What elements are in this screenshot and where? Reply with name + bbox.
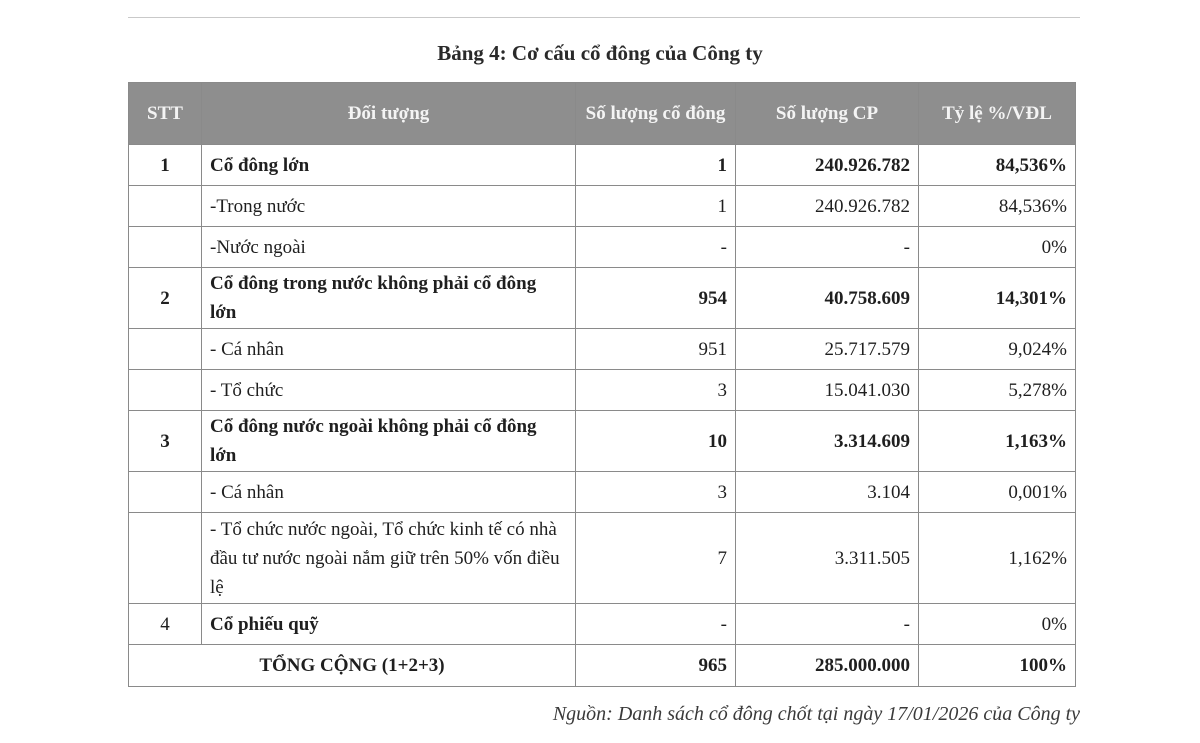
table-row bbox=[129, 411, 1076, 472]
total-shares: 285.000.000 bbox=[736, 645, 919, 687]
cell-holders: 1 bbox=[576, 186, 736, 227]
cell-subject: Cổ đông nước ngoài không phải cổ đông lớn bbox=[202, 411, 576, 472]
cell-shares: - bbox=[736, 604, 919, 645]
cell-stt: 3 bbox=[129, 411, 202, 472]
cell-ratio: 0% bbox=[919, 227, 1076, 268]
cell-shares: 3.314.609 bbox=[736, 411, 919, 472]
cell-stt bbox=[129, 227, 202, 268]
cell-ratio: 84,536% bbox=[919, 186, 1076, 227]
cell-stt bbox=[129, 472, 202, 513]
table-body bbox=[129, 145, 1076, 687]
table-row bbox=[129, 186, 1076, 227]
header-row bbox=[129, 83, 1076, 145]
cell-stt bbox=[129, 513, 202, 604]
total-label: TỔNG CỘNG (1+2+3) bbox=[129, 645, 576, 687]
header-holder-count: Số lượng cổ đông bbox=[576, 83, 736, 145]
cell-shares: - bbox=[736, 227, 919, 268]
header-subject: Đối tượng bbox=[202, 83, 576, 145]
cell-stt bbox=[129, 370, 202, 411]
cell-subject: - Tổ chức nước ngoài, Tổ chức kinh tế có nhà đầu tư nước ngoài nắm giữ trên 50% vốn điều lệ bbox=[202, 513, 576, 604]
table-row bbox=[129, 329, 1076, 370]
shareholder-structure-table bbox=[128, 82, 1076, 687]
table-title: Bảng 4: Cơ cấu cổ đông của Công ty bbox=[437, 41, 763, 65]
table-row bbox=[129, 472, 1076, 513]
cell-holders: 7 bbox=[576, 513, 736, 604]
cell-subject: Cổ đông lớn bbox=[202, 145, 576, 186]
cell-holders: 10 bbox=[576, 411, 736, 472]
cell-ratio: 5,278% bbox=[919, 370, 1076, 411]
cell-ratio: 0% bbox=[919, 604, 1076, 645]
cell-shares: 240.926.782 bbox=[736, 186, 919, 227]
cell-stt: 1 bbox=[129, 145, 202, 186]
cell-subject: - Cá nhân bbox=[202, 472, 576, 513]
cell-holders: - bbox=[576, 227, 736, 268]
table-row bbox=[129, 370, 1076, 411]
header-stt: STT bbox=[129, 83, 202, 145]
cell-holders: 1 bbox=[576, 145, 736, 186]
cell-ratio: 9,024% bbox=[919, 329, 1076, 370]
table-row bbox=[129, 268, 1076, 329]
cell-holders: 951 bbox=[576, 329, 736, 370]
cell-ratio: 1,162% bbox=[919, 513, 1076, 604]
cell-stt: 2 bbox=[129, 268, 202, 329]
cell-holders: 3 bbox=[576, 370, 736, 411]
cell-subject: Cổ phiếu quỹ bbox=[202, 604, 576, 645]
top-divider bbox=[128, 17, 1080, 18]
cell-holders: - bbox=[576, 604, 736, 645]
total-holders: 965 bbox=[576, 645, 736, 687]
table-row bbox=[129, 145, 1076, 186]
cell-subject: -Nước ngoài bbox=[202, 227, 576, 268]
cell-ratio: 0,001% bbox=[919, 472, 1076, 513]
cell-stt bbox=[129, 329, 202, 370]
cell-shares: 40.758.609 bbox=[736, 268, 919, 329]
header-shares: Số lượng CP bbox=[736, 83, 919, 145]
total-ratio: 100% bbox=[919, 645, 1076, 687]
table-row bbox=[129, 227, 1076, 268]
cell-stt: 4 bbox=[129, 604, 202, 645]
cell-subject: - Tổ chức bbox=[202, 370, 576, 411]
cell-subject: Cổ đông trong nước không phải cổ đông lớn bbox=[202, 268, 576, 329]
cell-ratio: 1,163% bbox=[919, 411, 1076, 472]
cell-stt bbox=[129, 186, 202, 227]
cell-shares: 25.717.579 bbox=[736, 329, 919, 370]
table-header bbox=[129, 83, 1076, 145]
cell-subject: -Trong nước bbox=[202, 186, 576, 227]
table-row bbox=[129, 604, 1076, 645]
cell-holders: 954 bbox=[576, 268, 736, 329]
cell-ratio: 14,301% bbox=[919, 268, 1076, 329]
cell-ratio: 84,536% bbox=[919, 145, 1076, 186]
table-row bbox=[129, 513, 1076, 604]
header-ratio: Tỷ lệ %/VĐL bbox=[919, 83, 1076, 145]
cell-shares: 3.311.505 bbox=[736, 513, 919, 604]
source-note: Nguồn: Danh sách cổ đông chốt tại ngày 17/01/2026 của Công ty bbox=[552, 703, 1080, 725]
cell-shares: 15.041.030 bbox=[736, 370, 919, 411]
cell-shares: 3.104 bbox=[736, 472, 919, 513]
total-row bbox=[129, 645, 1076, 687]
cell-subject: - Cá nhân bbox=[202, 329, 576, 370]
cell-holders: 3 bbox=[576, 472, 736, 513]
cell-shares: 240.926.782 bbox=[736, 145, 919, 186]
